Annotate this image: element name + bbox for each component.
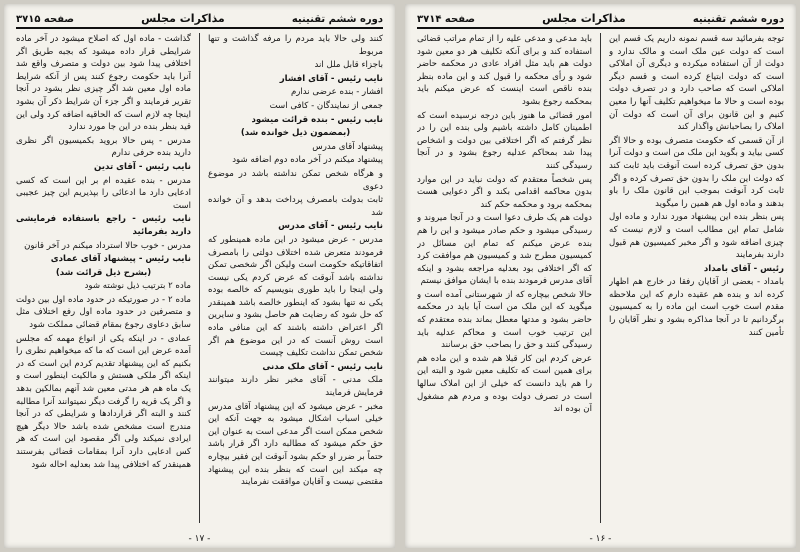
left-page-column-2 (16, 33, 191, 523)
right-page-columns (417, 33, 784, 523)
paragraph: پیشنهاد آقای مدرس (312, 141, 383, 152)
paragraph: پیشنهاد میکنم در آخر ماده دوم اضافه شود (232, 155, 383, 166)
column-divider (199, 33, 200, 523)
paragraph: باید مدعی و مدعی علیه را از تمام مراتب قضائی استفاده کند و برای آنکه تکلیف هر دو معین شود دولت هم باید مثل افراد عادی در محکمه حاضر شود و رأی محکمه را قبول کند و این ماده بنظر بنده ناقص است اینست که عرض میکنم باید بمحکمه رجوع بشود (417, 34, 592, 107)
paragraph: حالا شخص بیچاره که از شهرستانی آمده است و میگوید که این ملک من است آیا باید در محکمه حاضر بشود و مدتها معطل بماند بنده معتقدم که این ترتیب خوب است و محاکم عدلیه باید رسیدگی کنند و حق را بصاحب حق برسانند (417, 289, 592, 351)
left-page-columns (16, 33, 383, 523)
speaker-line: نایب رئیس - آقای ملک مدنی (262, 361, 383, 372)
paragraph: ماده ۲ بترتیب ذیل نوشته شود (84, 281, 191, 292)
paragraph: کنند ولی حالا باید مردم را مرفه گذاشت و تنها مربوط (208, 34, 383, 57)
paragraph: مخبر - عرض میشود که این پیشنهاد آقای مدرس خیلی اسباب اشکال میشود به جهت آنکه این شخص ممکن است اگر مدعی است به عنوان این حق حکم میشود که مطالبه دارد اگر قرار باشد حتماً بر ضرر او حکم بشود آنوقت این فقیر بیچاره چه میکند این است که بنظر بنده این پیشنهاد مقتضی نیست و آقایان موافقت نفرمایند (208, 401, 383, 488)
paragraph: مدرس - بنده عقیده ام بر این است که کسی ادعایی دارد ما ادعائی را بپذیریم این چیز عجیبی است (16, 175, 191, 211)
speaker-line: نایب رئیس - بنده قرائت میشود (251, 114, 383, 125)
left-page-column-1 (208, 33, 383, 523)
paragraph: ماده ۲ - در صورتیکه در حدود ماده اول بین دولت و متصرفین در حدود ماده اول رفع اختلاف مثل سابق دعاوی رجوع بمقام قضائی مملکت شود (16, 294, 191, 331)
paragraph: مدرس - خوب حالا استرداد میکنم در آخر قانون (24, 240, 191, 251)
paragraph: از آن قسمی که حکومت متصرف بوده و حالا اگر کسی بیاید و بگوید این ملک من است و دولت آنرا بدون حق تصرف کرده است آنوقت باید ثابت کند که دولت این ملک را بدون حق تصرف کرده و اگر ثابت کرد آنوقت بموجب این قانون ملک را باو بدهند و ماده اول هم همین را میگوید (609, 135, 784, 209)
left-header-title: مذاکرات مجلس (141, 12, 225, 25)
right-page-column-1 (609, 33, 784, 523)
speaker-line: رئیس - آقای بامداد (703, 263, 784, 274)
paragraph: افشار - بنده عرضی ندارم (290, 87, 383, 98)
right-header-right: دوره ششم تقنینیه (692, 14, 784, 25)
paragraph: پس شخصاً معتقدم که دولت نباید در این موارد بدون محاکمه اقدامی بکند و اگر دعوایی هست بمحکمه برود و محکمه حکم کند (417, 174, 592, 210)
paragraph: مدرس - عرض میشود در این ماده همینطور که فرمودند متعرض شده اختلاف دولتی را بامصرف اتفاقاتیکه حکومت است ولیکن اگر شخصی تمکن نداشته باشد آنوقت که عرض کردم یکی نیست ولی اینجا را باید طوری بنویسیم که خالصه بوده یکی نه تنها بشود که اینطور خالصه باشد همینقدر که حل شود که رضایت هم حاصل بشود و سایرین اگر اعتراض داشته باشند که این منافی ماده است روش آنست که در این موضوع هم اگر شخص تمکن نداشت تکلیف چیست (208, 234, 383, 359)
paragraph: ملک مدنی - آقای مخبر نظر دارند میتوانند فرمایش فرمایند (208, 375, 383, 399)
right-header-page-number: صفحه ۳۷۱۴ (417, 14, 476, 25)
right-page-header (417, 12, 784, 29)
right-page-footer: - ۱۶ - (589, 534, 612, 544)
paragraph: عرض کردم این کار قبلا هم شده و این ماده هم برای همین است که تکلیف معین شود و البته این را هم باید دانست که خیلی از این املاک سالها است در تصرف دولت بوده و مردم هم مشغول آن بوده اند (417, 353, 592, 415)
paragraph: عمادی - در اینکه یکی از انواع مهمه که مجلس آمده عرض این است که ما که میخواهیم نظری را بکنیم که این پیشنهاد تقدیم کردم این است که در اینکه اگر ملکی هستش و مالکیت اینطور است و یک ماه هم هر مدتی معین شد آنهم بمالکین بدهد و اگر یک قریه را گرفت دیگر نمیتوانند آنرا مطالبه کنند و البته اگر قراردادها و شرایطی که در آنجا مندرج است مشخص شده باشد حالا دیگر هیچ ایرادی نمیکند ولی اگر مقصود این است که هر کس ادعایی دارد آنرا بمقامات قضائی بفرستند همینقدر که اختلافی پیدا شد بعدلیه احاله شود (16, 333, 191, 470)
paragraph: توجه بفرمائید سه قسم نمونه داریم یک قسم این است که دولت عین ملک است و مالک ندارد و دولت از آن استفاده میکرده و دیگری آن املاکی است که دولت ابتیاع کرده است و قسم دیگر املاکی است که صاحب دارد و در تصرف دولت بوده است و حالا ما میخواهیم تکلیف آنها را معین کنیم و این قانون برای آن است که دولت آن املاک را بصاحبانش واگذار کند (609, 34, 784, 133)
speaker-line: نایب رئیس - آقای مدرس (278, 221, 383, 232)
paragraph: باجزاء قابل ملل اند (314, 60, 383, 71)
speaker-line: نایب رئیس - آقای تدین (94, 161, 191, 172)
left-page-footer: - ۱۷ - (188, 534, 211, 544)
left-page (4, 4, 395, 548)
left-page-header (16, 12, 383, 29)
note-line: (بمضمون ذیل خوانده شد) (240, 128, 351, 139)
paragraph: دولت هم یک طرف دعوا است و در آنجا میروند و رسیدگی میشود و حکم صادر میشود و این را هم بنده عرض میکنم که تمام این مسائل در کمیسیون مطرح شد و کمیسیون هم موافقت کرد که اگر اختلافی بود بعدلیه مراجعه بشود و اینکه آقای مدرس فرمودند بنده با ایشان موافق نیستم (417, 213, 592, 287)
paragraph: جمعی از نمایندگان - کافی است (269, 100, 383, 111)
right-page-column-2 (417, 33, 592, 523)
paragraph: گذاشت - ماده اول که اصلاح میشود در آخر ماده شرایطی قرار داده میشود که بجبه طریق اگر اختلافی پیدا شود بین دولت و متصرف واقع شد آنرا باید حکومت رجوع کنند پس از آنکه شرایط ماده اول معین شد اگر چیزی نظر بشود در آنجا تقریر فرمایند و اگر جزء آن شرایط ذکر آن بشود اینجا چه لازم است که الحاقیه اضافه کرد ولی این قید بنظر بنده در این جا مورد ندارد (16, 34, 191, 133)
right-page (405, 4, 796, 548)
speaker-line: نایب رئیس - پیشنهاد آقای عمادی (50, 254, 191, 265)
column-divider (600, 33, 601, 523)
paragraph: بامداد - بعضی از آقایان رفقا در خارج هم اظهار کرده اند و بنده هم عقیده دارم که این ملاحظه مقدم است خوب است این ماده را به کمیسیون برگردانیم تا در آنجا مذاکره بشود و نظر آقایان را تأمین کنند (609, 277, 784, 338)
left-header-right: دوره ششم تقنینیه (291, 14, 383, 25)
left-header-page-number: صفحه ۳۷۱۵ (16, 14, 75, 25)
paragraph: پس بنظر بنده این پیشنهاد مورد ندارد و ماده اول شامل تمام این مطالب است و لازم نیست که چیزی اضافه شود و اگر مخبر کمیسیون هم قبول دارند بفرمایند (609, 212, 784, 261)
right-header-title: مذاکرات مجلس (542, 12, 626, 25)
paragraph: و هرگاه شخص تمکن نداشته باشد در موضوع دعوی (208, 168, 383, 192)
speaker-line: نایب رئیس - راجع باستفاده فرمایشی دارید بفرمائید (16, 214, 191, 237)
paragraph: ثابت بدولت بامصرف پرداخت بدهد و آن خوانده شد (208, 195, 383, 218)
paragraph: مدرس - پس حالا بروید بکمیسیون اگر نظری دارید بنده حرفی ندارم (16, 135, 191, 159)
paragraph: امور قضائی ما هنوز باین درجه نرسیده است که اطمینان کامل داشته باشیم ولی بنده این را در نظر گرفتم که اگر اختلافی بین دولت و اشخاص پیدا شد بمحاکم عدلیه رجوع بشود و در آنجا رسیدگی کنند (417, 110, 592, 171)
speaker-line: نایب رئیس - آقای افشار (279, 73, 383, 84)
note-line: (بشرح ذیل قرائت شد) (55, 267, 152, 278)
